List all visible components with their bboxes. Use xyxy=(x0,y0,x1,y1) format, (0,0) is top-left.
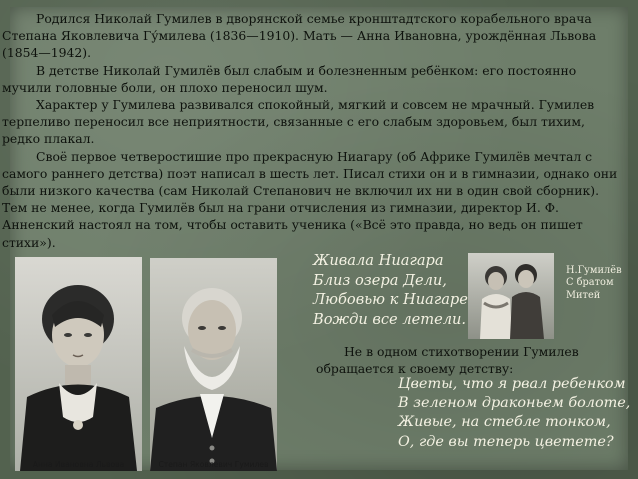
poem-line: Вожди все летели. xyxy=(313,310,467,328)
poem-line: Любовью к Ниагаре xyxy=(313,291,468,308)
paragraph: Характер у Гумилева развивался спокойный, мягкий и совсем не мрачный. Гумилев терпеливо переносил все неприятности, связанные с его слабым здоровьем, был тихим, редко плакал. xyxy=(2,97,595,147)
father-portrait-drawing xyxy=(150,258,277,471)
father-photo xyxy=(150,258,277,471)
biography-text xyxy=(2,10,618,251)
children-caption-line: Н.Гумилёв xyxy=(566,265,622,276)
mother-portrait-drawing xyxy=(15,257,142,471)
childhood-intro xyxy=(316,343,616,377)
poem-line: О, где вы теперь цветете? xyxy=(398,433,614,450)
children-photo xyxy=(468,253,554,339)
mother-caption: Анна Ивановна Львова xyxy=(32,460,125,469)
poem-line: Живые, на стебле тонком, xyxy=(398,414,611,431)
paragraph: В детстве Николай Гумилёв был слабым и болезненным ребёнком: его постоянно мучили головные боли, он плохо переносил шум. xyxy=(2,62,577,95)
intro-line: Не в одном стихотворении Гумилев xyxy=(344,344,579,359)
father-caption: Степан Яковлевич Гумилев xyxy=(158,460,269,469)
poem-line: Цветы, что я рвал ребенком xyxy=(398,376,626,392)
children-caption-line: С братом xyxy=(566,277,614,289)
children-caption-line: Митей xyxy=(566,289,601,301)
poem-line: Близ озера Дели, xyxy=(313,271,447,289)
poem-line: В зеленом драконьем болоте, xyxy=(398,395,631,412)
mother-photo xyxy=(15,257,142,471)
children-caption xyxy=(566,265,626,302)
paragraph: Своё первое четверостишие про прекрасную Ниагару (об Африке Гумилёв мечтал с самого раннего детства) поэт написал в шесть лет. Писал стихи он и в гимназии, однако они были низкого качества (сам Николай Степанович не включил их ни в один свой сборник). Тем не менее, когда Гумилёв был на грани отчисления из гимназии, директор И. Ф. Анненский настоял на том, чтобы оставить ученика («Всё это правда, но ведь он пишет стихи»). xyxy=(2,148,618,250)
flowers-poem xyxy=(398,375,630,452)
paragraph: Родился Николай Гумилев в дворянской семье кронштадтского корабельного врача Степана Яковлевича Гу́милева (1836—1910). Мать — Анна Ивановна, урождённая Львова (1854—1942). xyxy=(2,11,597,61)
poem-line: Живала Ниагара xyxy=(313,252,444,269)
intro-line: обращается к своему детству: xyxy=(316,361,514,376)
children-portrait-drawing xyxy=(468,253,554,339)
niagara-poem xyxy=(313,251,468,329)
